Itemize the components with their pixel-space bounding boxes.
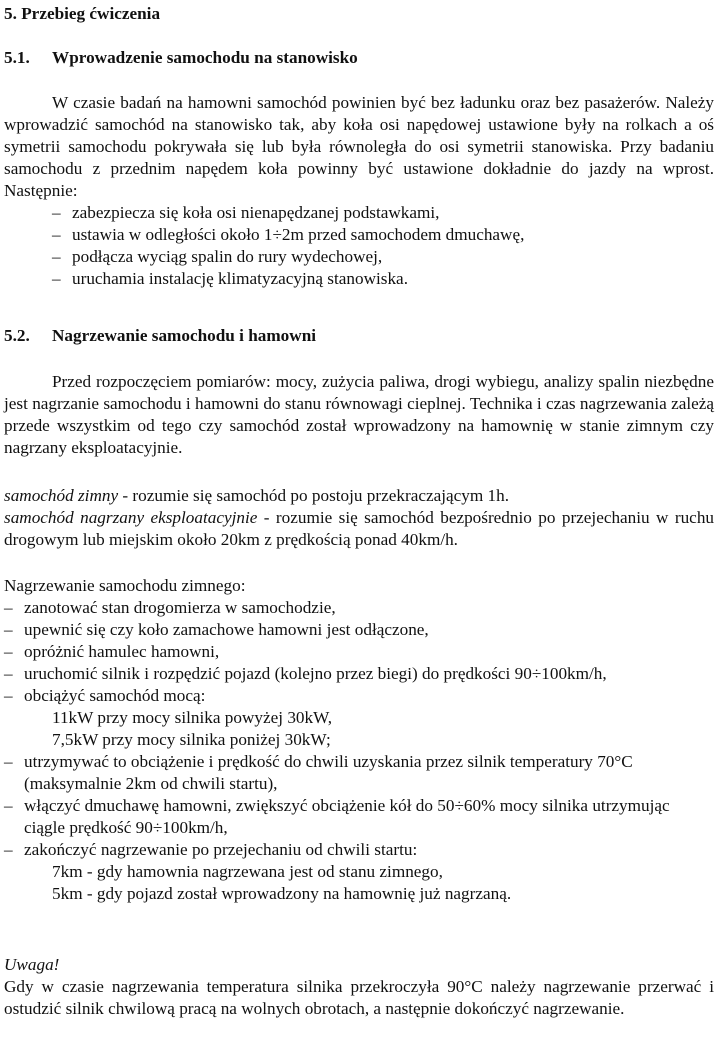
warning-block — [4, 954, 714, 1020]
warning-text: Gdy w czasie nagrzewania temperatura silnika przekroczyła 90°C należy nagrzewanie przerwać i ostudzić silnik chwilową pracą na wolnych obrotach, a następnie dokończyć nagrzewanie. — [4, 977, 714, 1018]
definition-text: - rozumie się samochód po postoju przekraczającym 1h. — [118, 486, 509, 505]
document-page — [4, 0, 714, 1047]
heating-steps-list — [4, 597, 714, 707]
section-number: 5.1. — [4, 48, 30, 67]
warning-label-text: Uwaga! — [4, 955, 60, 974]
paragraph: Przed rozpoczęciem pomiarów: mocy, zużycia paliwa, drogi wybiegu, analizy spalin niezbędne jest nagrzanie samochodu i hamowni do stanu równowagi cieplnej. Technika i czas nagrzewania zależą przede wszystkim od tego czy samochód został wprowadzony na hamownię w stanie zimnym czy nagrzany eksploatacyjnie. — [4, 372, 714, 457]
list-item: – podłącza wyciąg spalin do rury wydechowej, — [52, 246, 714, 268]
warning-label — [4, 954, 714, 976]
list-item: – upewnić się czy koło zamachowe hamowni jest odłączone, — [4, 619, 714, 641]
load-line: 11kW przy mocy silnika powyżej 30kW, — [52, 708, 333, 727]
definitions — [4, 485, 714, 551]
load-line: 7,5kW przy mocy silnika poniżej 30kW; — [52, 730, 331, 749]
heating-heading: Nagrzewanie samochodu zimnego: — [4, 576, 246, 595]
finish-line: 7km - gdy hamownia nagrzewana jest od stanu zimnego, — [52, 862, 443, 881]
section-title: Wprowadzenie samochodu na stanowisko — [52, 48, 358, 67]
load-values — [4, 707, 714, 751]
list-item: – uruchomić silnik i rozpędzić pojazd (kolejno przez biegi) do prędkości 90÷100km/h, — [4, 663, 714, 685]
definition-hot — [4, 507, 714, 551]
section-5-2-intro — [4, 371, 714, 459]
heating-steps-list-2 — [4, 751, 714, 861]
list-item: – ustawia w odległości około 1÷2m przed samochodem dmuchawę, — [52, 224, 714, 246]
section-title: Nagrzewanie samochodu i hamowni — [52, 326, 317, 345]
section-5-1-body — [4, 92, 714, 290]
finish-values — [4, 861, 714, 905]
definition-text: - rozumie się samochód bezpośrednio po przejechaniu w ruchu drogowym lub miejskim około 20km z prędkością ponad 40km/h. — [4, 508, 715, 549]
definition-term: samochód zimny — [4, 486, 119, 505]
definition-term: samochód nagrzany eksploatacyjnie — [4, 508, 258, 527]
list-item: – utrzymywać to obciążenie i prędkość do chwili uzyskania przez silnik temperatury 70°C (maksymalnie 2km od chwili startu), — [4, 751, 714, 795]
heating-procedure — [4, 575, 714, 905]
list-item: – zanotować stan drogomierza w samochodzie, — [4, 597, 714, 619]
list-item: – obciążyć samochód mocą: — [4, 685, 714, 707]
list-item: – zabezpiecza się koła osi nienapędzanej podstawkami, — [52, 202, 714, 224]
setup-steps-list — [4, 202, 714, 290]
section-5-1-heading — [4, 47, 714, 69]
definition-cold — [4, 485, 714, 507]
chapter-title: 5. Przebieg ćwiczenia — [4, 4, 161, 23]
section-5-2-heading — [4, 325, 714, 347]
finish-line: 5km - gdy pojazd został wprowadzony na hamownię już nagrzaną. — [52, 884, 512, 903]
section-number: 5.2. — [4, 326, 30, 345]
list-item: – uruchamia instalację klimatyzacyjną stanowiska. — [52, 268, 714, 290]
list-item: – zakończyć nagrzewanie po przejechaniu od chwili startu: — [4, 839, 714, 861]
paragraph: W czasie badań na hamowni samochód powinien być bez ładunku oraz bez pasażerów. Należy wprowadzić samochód na stanowisko tak, aby koła osi napędowej ustawione były na rolkach a oś symetrii samochodu pokrywała się lub była równoległa do osi symetrii stanowiska. Przy badaniu samochodu z przednim napędem koła powinny być ustawione dokładnie do jazdy na wprost. Następnie: — [4, 93, 714, 200]
list-item: – opróżnić hamulec hamowni, — [4, 641, 714, 663]
list-item: – włączyć dmuchawę hamowni, zwiększyć obciążenie kół do 50÷60% mocy silnika utrzymując ciągle prędkość 90÷100km/h, — [4, 795, 714, 839]
